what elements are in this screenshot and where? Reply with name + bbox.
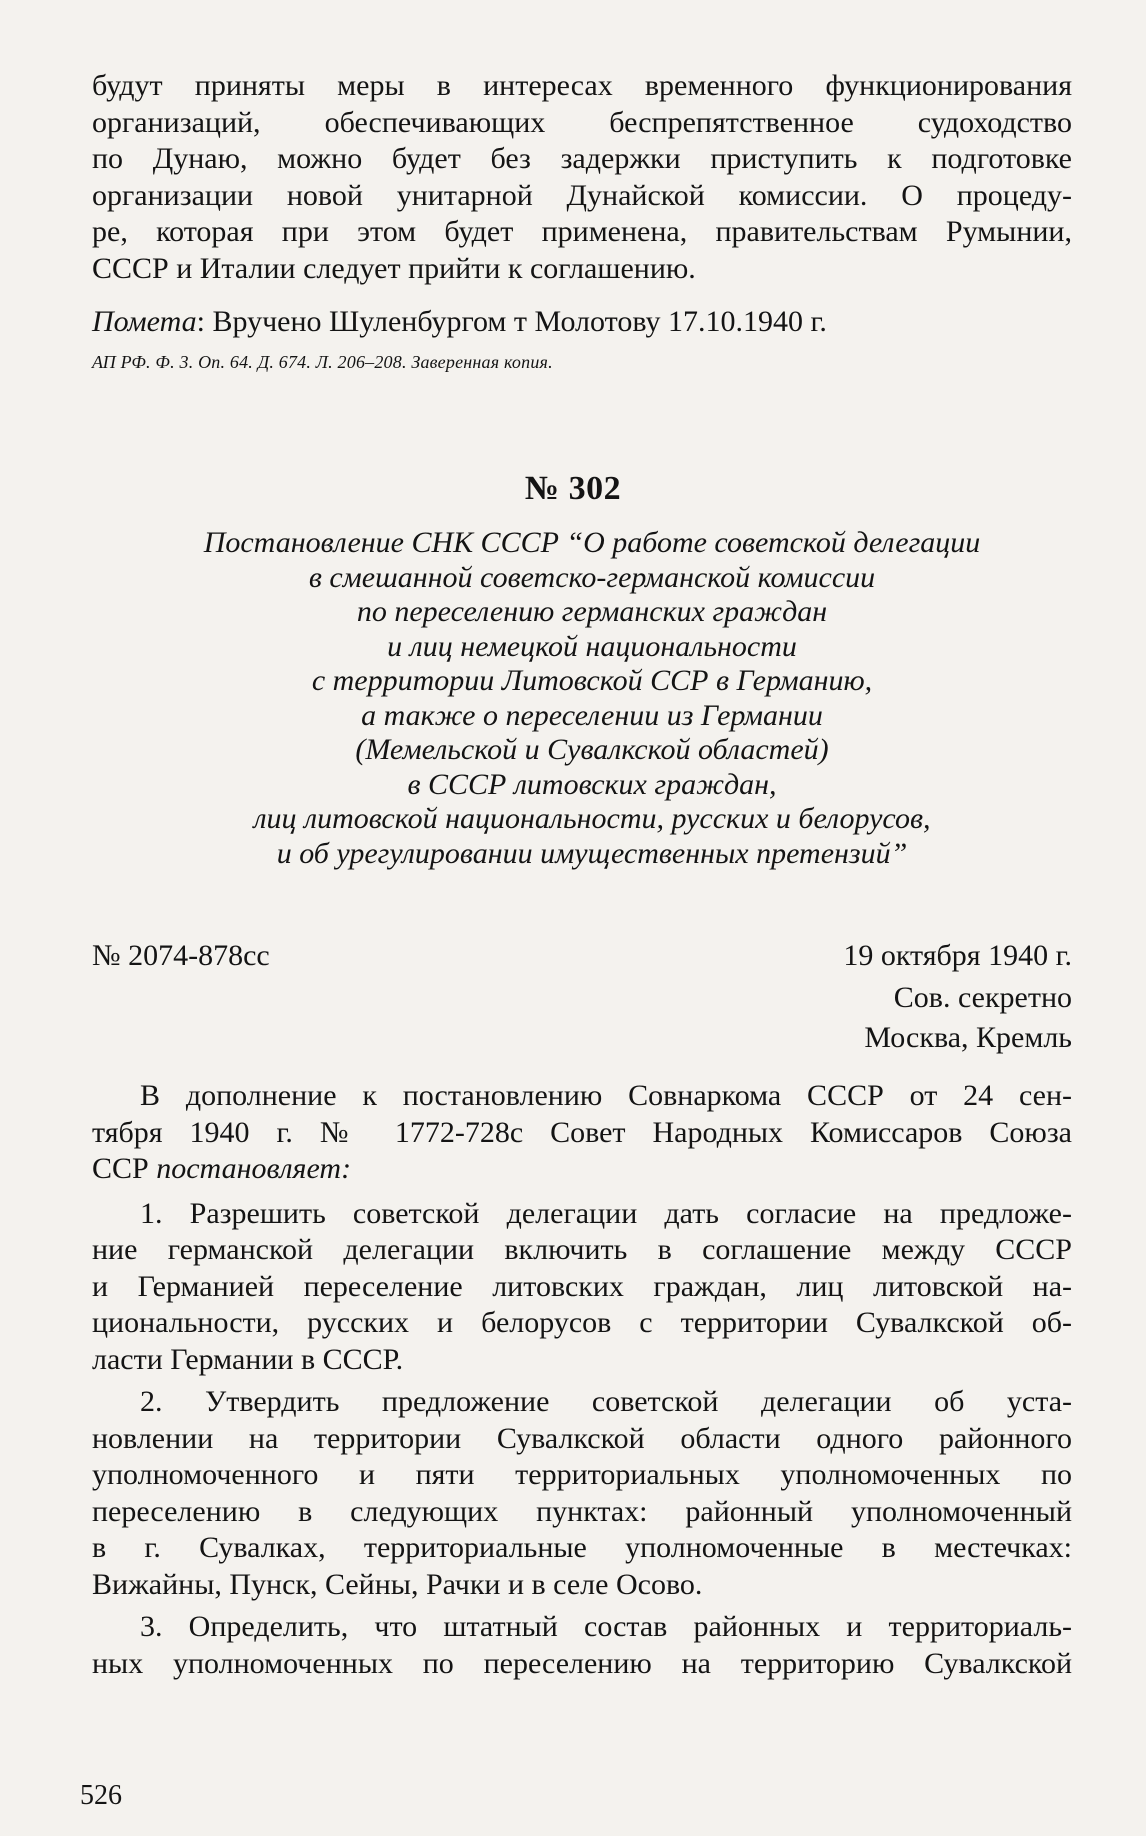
text-line: 3. Определить, что штатный состав районных и территориаль- <box>140 1610 1072 1643</box>
title-line: лиц литовской национальности, русских и белорусов, <box>253 802 931 835</box>
text-line: Вижайны, Пунск, Сейны, Рачки и в селе Осово. <box>92 1567 703 1601</box>
document-title <box>92 526 1092 871</box>
text-line: ре, которая при этом будет применена, правительствам Румынии, <box>92 215 1072 248</box>
title-line: в СССР литовских граждан, <box>407 767 777 801</box>
item-2 <box>92 1384 1072 1603</box>
text-line: уполномоченного и пяти территориальных уполномоченных по <box>92 1458 1072 1491</box>
title-line: (Мемельской и Сувалкской областей) <box>355 733 829 766</box>
page-number: 526 <box>80 1780 122 1811</box>
title-line: с территории Литовской ССР в Германию, <box>311 664 873 697</box>
text-line: ласти Германии в СССР. <box>92 1342 404 1376</box>
text-line: 2. Утвердить предложение советской делегации об уста- <box>140 1385 1072 1418</box>
note-label: Помета <box>92 305 197 338</box>
text-line: новлении на территории Сувалкской области одного районного <box>92 1421 1072 1455</box>
text-line: организации новой унитарной Дунайской комиссии. О процеду- <box>92 178 1072 212</box>
delivery-note <box>92 304 1072 340</box>
text-line: циональности, русских и белорусов с территории Сувалкской об- <box>92 1306 1072 1339</box>
text-line: ние германской делегации включить в соглашение между СССР <box>92 1233 1072 1266</box>
classification: Сов. секретно <box>893 981 1072 1014</box>
note-text: : Вручено Шуленбургом т Молотову 17.10.1940 г. <box>196 305 827 338</box>
text-line: и Германией переселение литовских граждан, лиц литовской на- <box>92 1269 1072 1303</box>
title-line: и об урегулировании имущественных претензий” <box>276 836 908 870</box>
text-line: СССР и Италии следует прийти к соглашению. <box>92 251 696 285</box>
text-line: организаций, обеспечивающих беспрепятственное судоходство <box>92 105 1072 139</box>
text-line <box>92 1151 1072 1188</box>
text-fragment: постановляет: <box>156 1152 352 1185</box>
intro-paragraph <box>92 1078 1072 1188</box>
title-line: в смешанной советско-германской комиссии <box>308 560 876 594</box>
document-date: 19 октября 1940 г. <box>843 939 1072 972</box>
document-body <box>92 1078 1072 1682</box>
title-line: и лиц немецкой национальности <box>387 629 797 663</box>
document-place: Москва, Кремль <box>864 1021 1072 1054</box>
text-fragment: ССР <box>92 1152 157 1185</box>
text-line: в г. Сувалках, территориальные уполномоченные в местечках: <box>92 1531 1072 1564</box>
text-line: по Дунаю, можно будет без задержки приступить к подготовке <box>92 142 1072 175</box>
reg-date-row <box>92 938 1072 974</box>
text-line: переселению в следующих пунктах: районный уполномоченный <box>92 1494 1072 1528</box>
text-line: тября 1940 г. № 1772-728с Совет Народных Комиссаров Союза <box>92 1115 1072 1149</box>
item-1 <box>92 1196 1072 1379</box>
top-paragraph <box>92 68 1072 287</box>
title-line: по переселению германских граждан <box>356 595 828 628</box>
text-line: ных уполномоченных по переселению на территорию Сувалкской <box>92 1646 1072 1680</box>
text-line: 1. Разрешить советской делегации дать согласие на предложе- <box>140 1196 1072 1230</box>
title-line: а также о переселении из Германии <box>361 698 823 732</box>
text-line: В дополнение к постановлению Совнаркома СССР от 24 сен- <box>140 1079 1072 1112</box>
item-3 <box>92 1609 1072 1682</box>
document-number: № 302 <box>524 470 622 507</box>
registration-number: № 2074-878сс <box>92 939 270 972</box>
text-line: будут приняты меры в интересах временного функционирования <box>92 69 1072 102</box>
title-line: Постановление СНК СССР “О работе советской делегации <box>203 526 981 559</box>
archive-source: АП РФ. Ф. 3. Оп. 64. Д. 674. Л. 206–208. Заверенная копия. <box>92 352 553 372</box>
